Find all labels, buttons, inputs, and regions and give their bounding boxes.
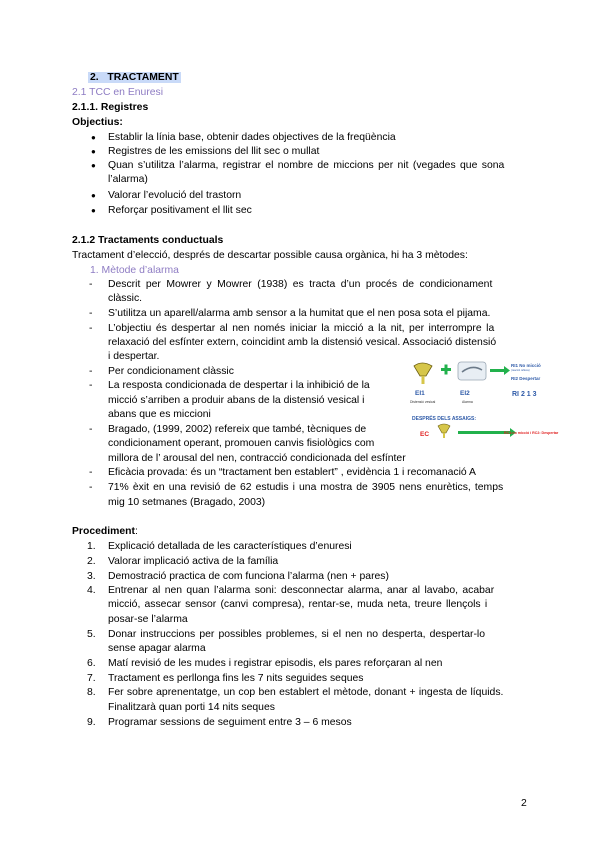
step-text: Tractament es perllonga fins les 7 nits seguides seques bbox=[108, 673, 364, 684]
despres-label: DESPRÉS DELS ASSAIGS: bbox=[412, 416, 476, 422]
section-title: TRACTAMENT bbox=[107, 72, 179, 83]
conductuals-intro: Tractament d’elecció, després de descartar possible causa orgànica, hi ha 3 mètodes: bbox=[72, 250, 468, 261]
step-number: 4. bbox=[87, 585, 96, 596]
method-item: - S’utilitza un aparell/alarma amb sensor a la humitat que el nen posa sota el pijama. bbox=[108, 307, 490, 321]
ei2-sub: Alarma bbox=[462, 400, 473, 404]
objective-bullet: ● Establir la línia base, obtenir dades objectives de la freqüència bbox=[108, 131, 396, 145]
step-number: 1. bbox=[87, 541, 96, 552]
method-item-cont: clàssic. bbox=[108, 293, 143, 304]
step-number: 2. bbox=[87, 556, 96, 567]
objective-bullet: ● Registres de les emissions del llit sec o mullat bbox=[108, 145, 319, 159]
method-item: - Descrit per Mowrer y Mowrer (1938) es tracta d’un procés de condicionament bbox=[108, 278, 492, 292]
step-text: posar-se l’alarma bbox=[108, 614, 188, 625]
step-number: 9. bbox=[87, 717, 96, 728]
objective-bullet: ● Quan s’utilitza l’alarma, registrar el nombre de miccions per nit (vegades que sona bbox=[108, 159, 528, 173]
ei1-sub: Distensió vesical bbox=[410, 400, 436, 404]
procediment-heading bbox=[72, 525, 138, 539]
ri2-label: RI2 Despertar bbox=[511, 376, 541, 381]
objective-bullet-cont: l’alarma) bbox=[108, 174, 148, 185]
section-number: 2. bbox=[90, 72, 99, 83]
step-text: Explicació detallada de les característiques d’enuresi bbox=[108, 541, 352, 552]
objective-bullet: ● Valorar l’evolució del trastorn bbox=[108, 189, 241, 203]
objectius-label: Objectius: bbox=[72, 117, 123, 128]
method-item-cont: relaxació del esfínter extern, coincidint amb la distensió vesical. Associació distensió bbox=[108, 337, 497, 348]
method-item: - L’objectiu és despertar al nen només iniciar la micció a la nit, per interrompre la bbox=[108, 322, 494, 336]
page-number: 2 bbox=[521, 798, 527, 809]
method-title: 1. Mètode d’alarma bbox=[90, 265, 179, 276]
method-item: - Bragado, (1999, 2002) refereix que també, tècniques de bbox=[108, 423, 366, 437]
method-item: - La resposta condicionada de despertar i la inhibició de la bbox=[108, 379, 370, 393]
method-item: - Per condicionament clàssic bbox=[108, 365, 234, 379]
step-number: 8. bbox=[87, 687, 96, 698]
method-item-cont: abans que es miccioni bbox=[108, 409, 211, 420]
ei1-label: EI1 bbox=[415, 390, 425, 397]
ri1-small: (reacció reflexa) bbox=[511, 369, 530, 372]
step-number: 5. bbox=[87, 629, 96, 640]
alarm-device-icon bbox=[458, 362, 486, 380]
plus-icon bbox=[441, 365, 451, 375]
registres-heading: 2.1.1. Registres bbox=[72, 102, 149, 113]
step-number: 6. bbox=[87, 658, 96, 669]
method-item: - 71% èxit en una revisió de 62 estudis i una mostra de 3905 nens enurètics, temps bbox=[108, 481, 503, 495]
step-text: Matí revisió de les mudes i registrar episodis, els pares reforçaran al nen bbox=[108, 658, 443, 669]
step-text: Entrenar al nen quan l’alarma soni: desconnectar alarma, anar al lavabo, acabar bbox=[108, 585, 495, 596]
step-text: Finalitzarà quan porti 14 nits seques bbox=[108, 702, 275, 713]
step-text: sense apagar alarma bbox=[108, 643, 206, 654]
method-item-cont: condicionament operant, promouen canvis fisiològics com bbox=[108, 438, 375, 449]
step-number: 7. bbox=[87, 673, 96, 684]
step-text: Valorar implicació activa de la família bbox=[108, 556, 279, 567]
conductuals-heading: 2.1.2 Tractaments conductuals bbox=[72, 235, 224, 246]
step-text: Programar sessions de seguiment entre 3 – 6 mesos bbox=[108, 717, 352, 728]
arrow-icon bbox=[490, 366, 510, 375]
method-item-cont: mig 10 setmanes (Bragado, 2003) bbox=[108, 497, 266, 508]
subsection-title: 2.1 TCC en Enuresi bbox=[72, 87, 164, 98]
step-text: micció, assecar sensor (canvi compresa), rentar-se, muda neta, treure llençols i bbox=[108, 599, 488, 610]
ri213-label: RI 2 1 3 bbox=[512, 391, 537, 398]
objective-bullet: ● Reforçar positivament el llit sec bbox=[108, 204, 252, 218]
section-heading bbox=[88, 71, 181, 85]
ri1-label: RI1 No micció bbox=[511, 363, 541, 368]
step-text: Donar instruccions per possibles problemes, si el nen no desperta, despertar-lo bbox=[108, 629, 486, 640]
ei2-label: EI2 bbox=[460, 390, 470, 397]
rc-label: RC1:no micció i RC2: Despertar bbox=[504, 431, 559, 435]
method-item-cont: micció s’arriben a produir abans de la distensió vesical i bbox=[108, 395, 365, 406]
procediment-colon: : bbox=[134, 526, 138, 537]
bladder-icon-small bbox=[438, 424, 450, 438]
method-item-cont: millora de l’ arousal del nen, contracció condicionada del esfínter bbox=[108, 453, 406, 464]
bladder-icon bbox=[414, 363, 432, 384]
procediment-heading-text: Procediment bbox=[72, 526, 135, 537]
step-number: 3. bbox=[87, 571, 96, 582]
ec-label: EC bbox=[420, 431, 430, 438]
method-item-cont: i despertar. bbox=[108, 351, 160, 362]
step-text: Demostració practica de com funciona l’alarma (nen + pares) bbox=[108, 571, 389, 582]
conditioning-diagram bbox=[410, 358, 559, 450]
step-text: Fer sobre aprenentatge, un cop ben establert el mètode, donant + ingesta de líquids. bbox=[108, 687, 504, 698]
section-heading-highlight bbox=[88, 72, 181, 83]
method-item: - Eficàcia provada: és un “tractament ben establert” , evidència 1 i recomanació A bbox=[108, 466, 476, 480]
